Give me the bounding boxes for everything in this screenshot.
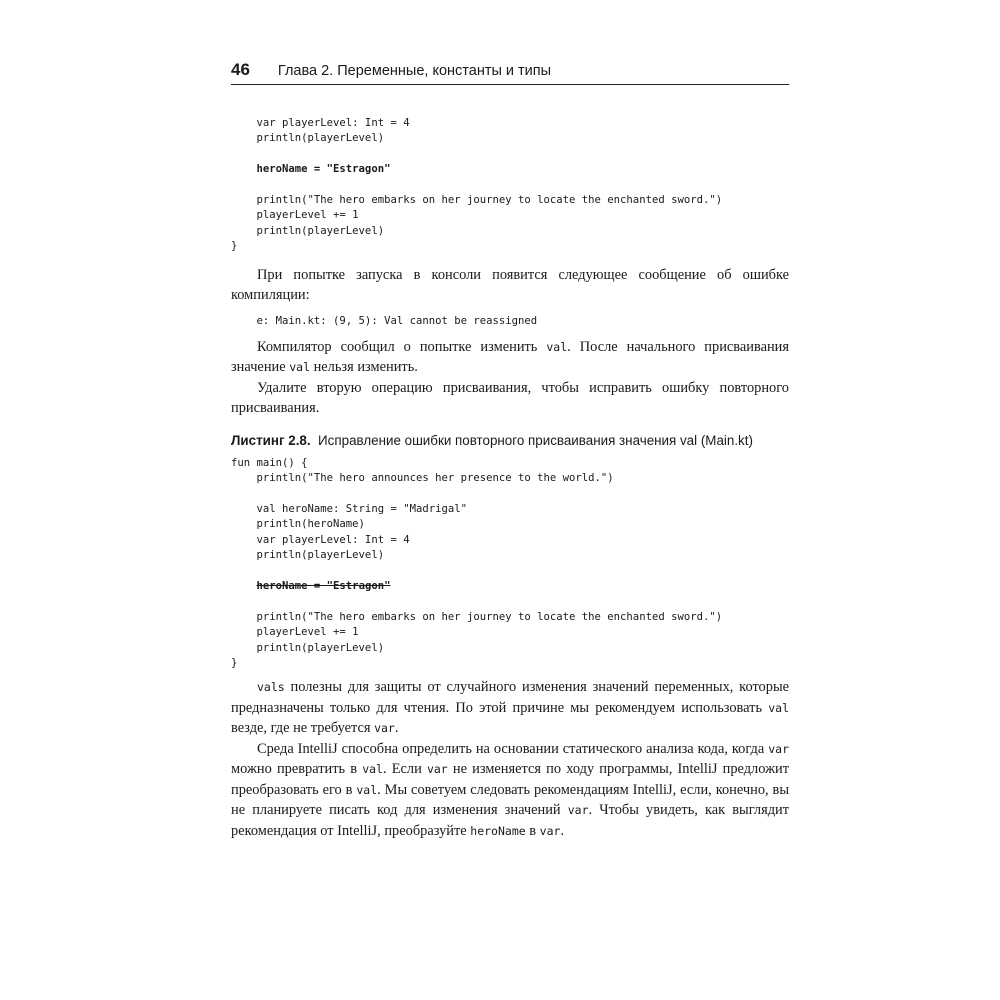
text-run: нельзя изменить. [310,359,418,376]
code-line: println(playerLevel) [231,641,385,654]
inline-code: val [356,782,378,797]
text-run: . [560,822,565,839]
page-header [231,60,789,85]
code-block-2 [231,456,789,671]
paragraph-intellij [231,739,789,842]
code-line: fun main() { [231,456,308,469]
paragraph-val-reassign [231,337,789,378]
code-line: println(playerLevel) [231,132,385,145]
struck-code: heroName = "Estragon" [256,580,391,593]
code-line: println("The hero embarks on her journey to locate the enchanted sword.") [231,193,723,206]
inline-code: val [362,762,383,777]
paragraph-vals-useful [231,677,789,739]
text-run: . Если [382,761,427,778]
inline-code: var [768,741,789,756]
text-run: . После начального присваивания значение [231,338,789,376]
code-line: println(playerLevel) [231,224,385,237]
text-run: Компилятор сообщил о попытке изменить [257,338,547,355]
code-blank-line [231,594,789,609]
inline-code: heroName [470,823,526,838]
inline-code: vals [257,680,285,695]
paragraph-remove-assignment: Удалите вторую операцию присваивания, чтобы исправить ошибку повторного присваивания. [231,379,789,417]
book-page [231,60,789,841]
code-line-struck [231,579,789,594]
code-line: } [231,656,238,669]
error-message [231,314,789,329]
code-blank-line [231,487,789,502]
inline-code: var [374,721,395,736]
inline-code: val [768,700,789,715]
code-line: val heroName: String = "Madrigal" [231,503,467,516]
text-run: везде, где не требуется [231,720,375,737]
code-block-1 [231,116,789,255]
text-run: полезны для защиты от случайного изменения значений переменных, которые предназначены только для чтения. По этой причине мы рекомендуем использовать [231,679,789,716]
code-blank-line [231,564,789,579]
inline-code: val [289,360,310,375]
listing-caption [231,433,789,448]
error-line: e: Main.kt: (9, 5): Val cannot be reassigned [231,314,538,327]
paragraph-compile-error: При попытке запуска в консоли появится следующее сообщение об ошибке компиляции: [231,266,789,304]
inline-code: val [546,339,568,354]
code-line: playerLevel += 1 [231,209,359,222]
code-line: println(playerLevel) [231,549,385,562]
code-line: println(heroName) [231,518,365,531]
chapter-title: Глава 2. Переменные, константы и типы [277,63,552,79]
text-run: . Мы советуем следовать рекомендациям IntelliJ, если, конечно, вы не планируете писать код для изменения значений [231,781,789,819]
code-line: } [231,240,238,253]
inline-code: var [539,823,561,838]
code-line: var playerLevel: Int = 4 [231,533,410,546]
code-line: playerLevel += 1 [231,626,359,639]
code-blank-line [231,147,789,162]
code-blank-line [231,178,789,193]
code-line: println("The hero announces her presence to the world.") [231,472,614,485]
inline-code: var [567,803,589,818]
code-line: println("The hero embarks on her journey to locate the enchanted sword.") [231,610,723,623]
listing-label: Листинг 2.8. [231,432,311,448]
code-indent [231,580,257,592]
page-number: 46 [231,60,250,79]
code-line-highlighted: heroName = "Estragon" [231,163,391,176]
text-run: Среда IntelliJ способна определить на основании статического анализа кода, когда [257,740,769,757]
text-run: не изменяется по ходу программы, IntelliJ предложит преобразовать его в [231,761,790,798]
text-run: можно превратить в [231,761,363,778]
text-run: . Чтобы увидеть, как выглядит рекомендация от IntelliJ, преобразуйте [231,802,790,839]
text-run: в [525,822,540,839]
code-line: var playerLevel: Int = 4 [231,117,410,129]
inline-code: var [426,762,448,777]
text-run: . [394,720,399,737]
listing-title: Исправление ошибки повторного присваивания значения val (Main.kt) [318,432,753,448]
